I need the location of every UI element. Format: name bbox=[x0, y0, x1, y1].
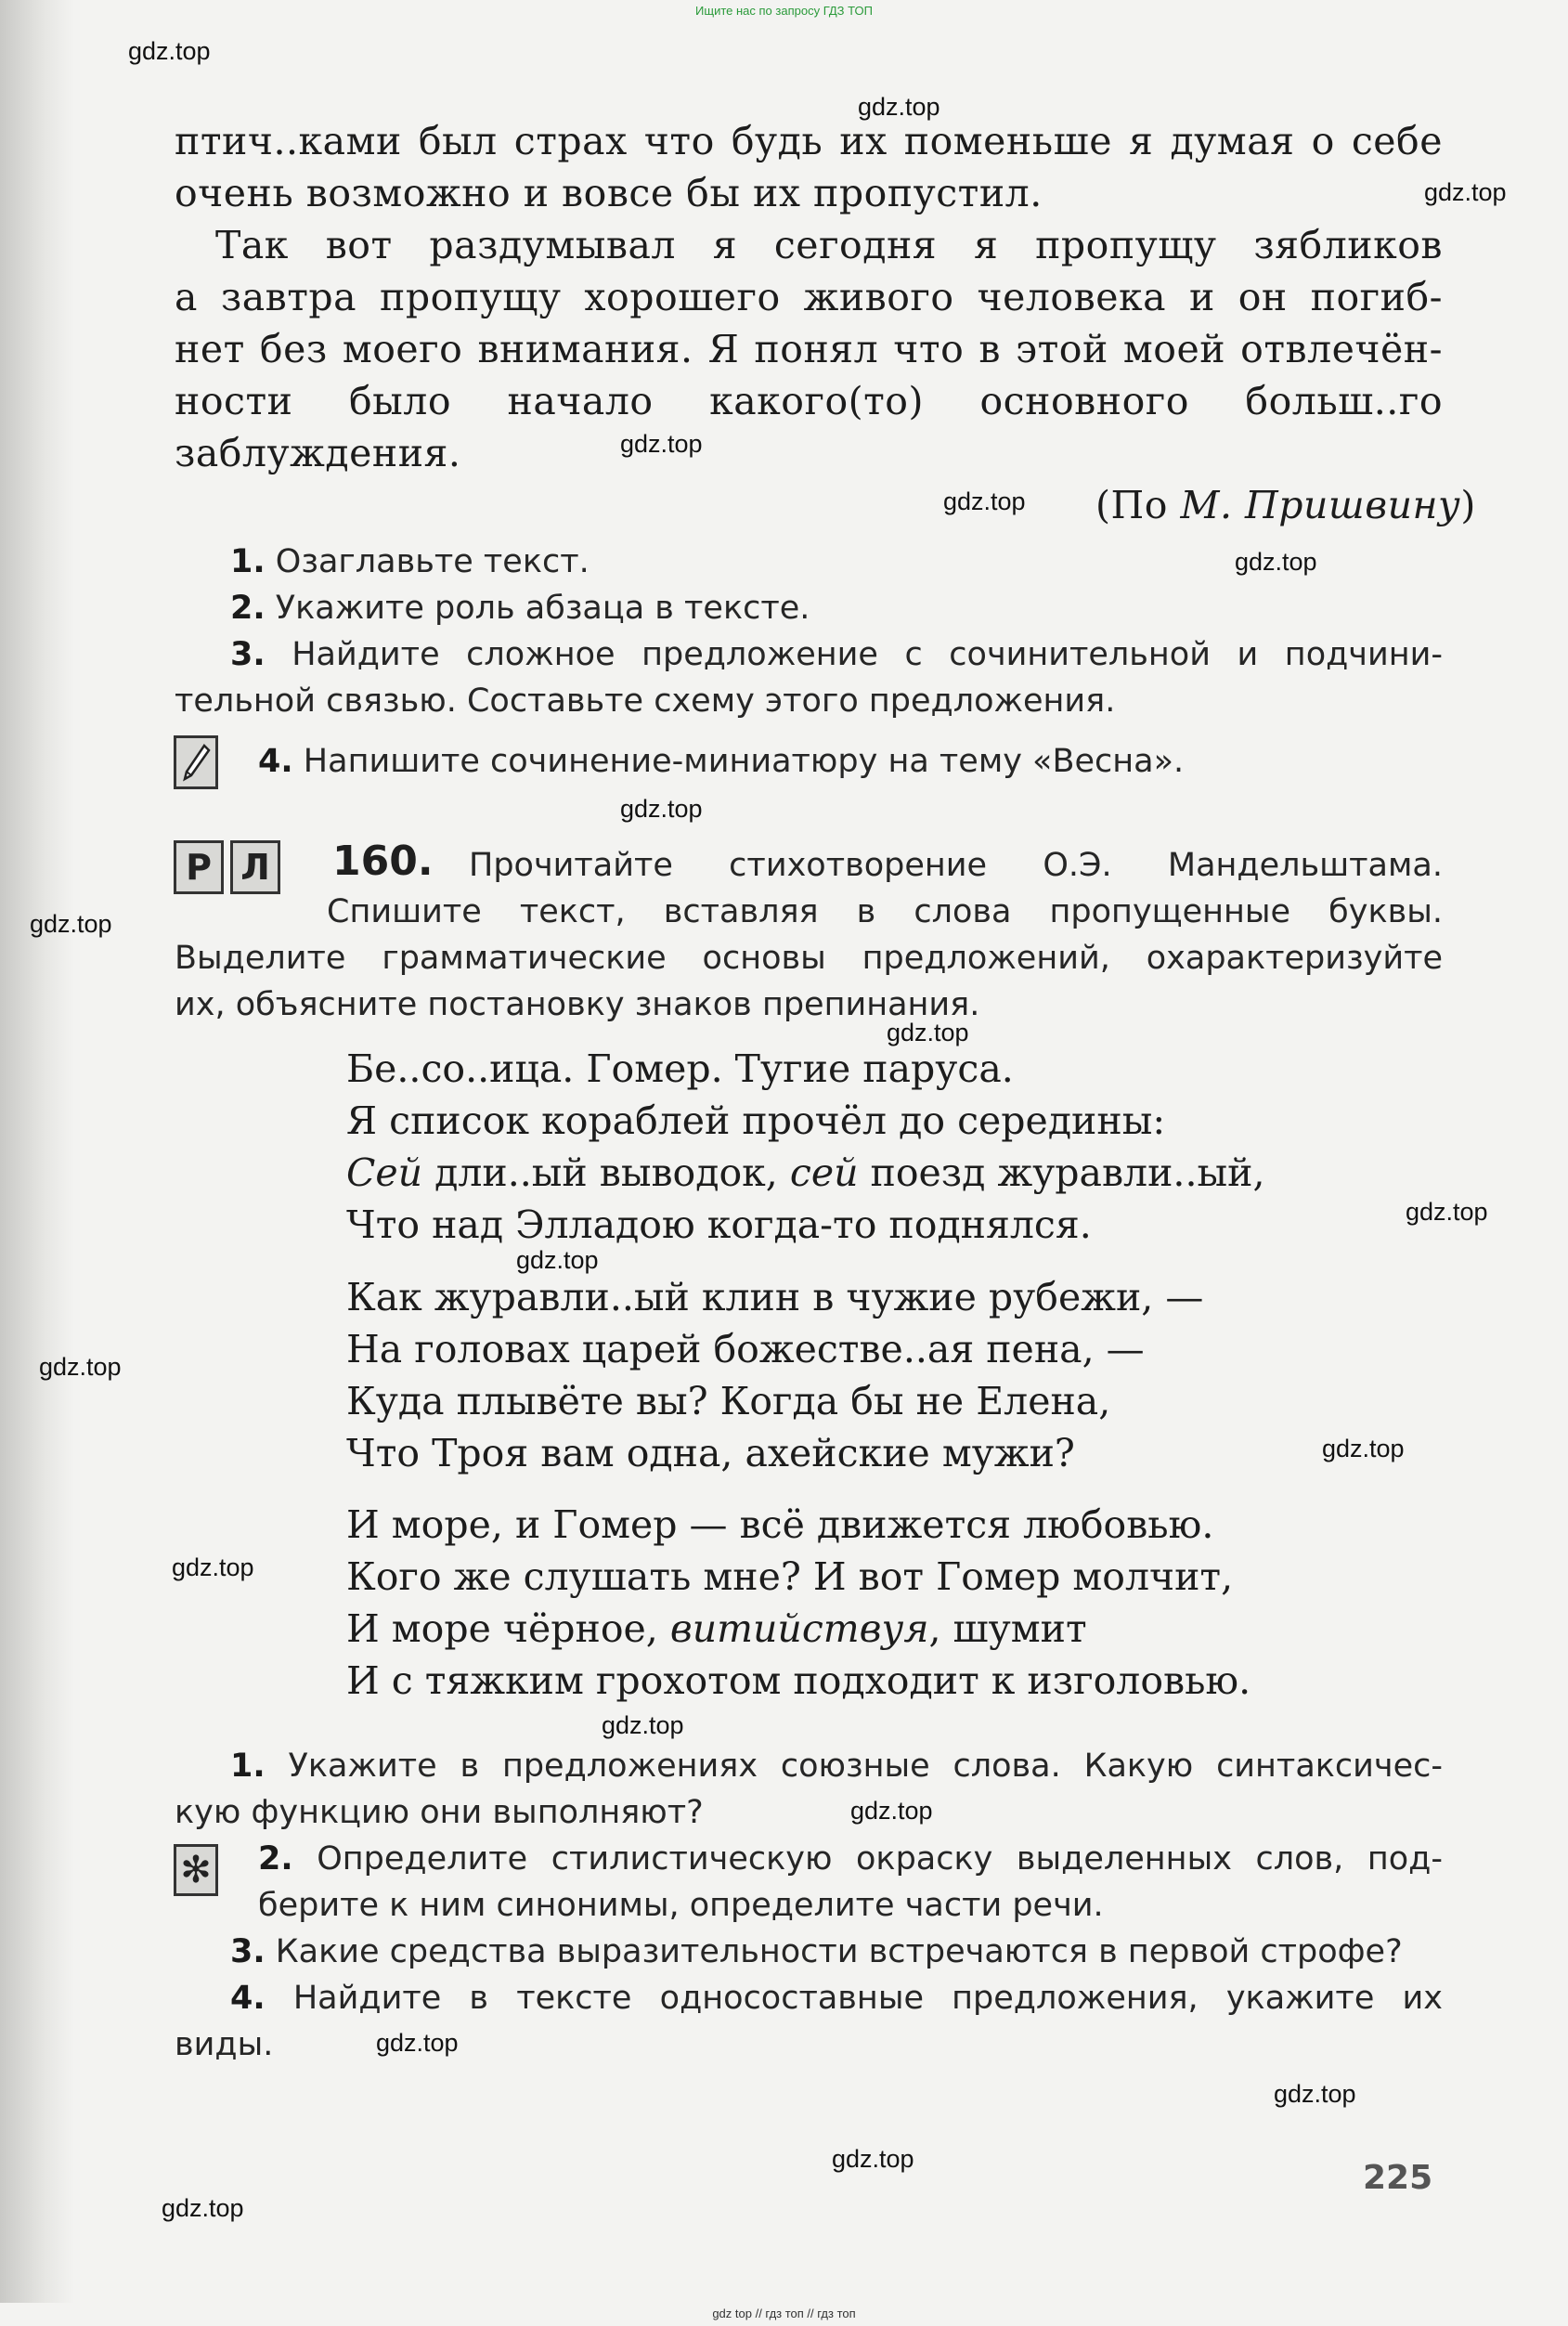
poem-line: И море, и Гомер — всё движется любовью. bbox=[346, 1502, 1214, 1547]
attribution-author: М. Пришвину bbox=[1180, 483, 1461, 527]
watermark: gdz.top bbox=[39, 1353, 122, 1381]
poem-line: И море чёрное, витийствуя, шумит bbox=[346, 1606, 1087, 1651]
task1-3-cont: тельной связью. Составьте схему этого предложения. bbox=[175, 682, 1116, 720]
watermark: gdz.top bbox=[1274, 2080, 1356, 2108]
watermark: gdz.top bbox=[858, 93, 940, 121]
poem-line: Кого же слушать мне? И вот Гомер молчит, bbox=[346, 1554, 1234, 1599]
watermark: gdz.top bbox=[376, 2029, 459, 2057]
watermark: gdz.top bbox=[1424, 178, 1507, 206]
watermark: gdz.top bbox=[620, 430, 703, 458]
watermark: gdz.top bbox=[943, 487, 1026, 515]
speech-icon-r: Р bbox=[174, 840, 224, 894]
watermark: gdz.top bbox=[832, 2145, 914, 2173]
site-note-top: Ищите нас по запросу ГДЗ ТОП bbox=[695, 4, 873, 18]
site-note-bottom: gdz top // гдз топ // гдз топ bbox=[712, 2307, 856, 2320]
prose-line-5: нет без моего внимания. Я понял что в этой моей отвлечён- bbox=[175, 327, 1443, 371]
watermark: gdz.top bbox=[850, 1797, 933, 1825]
watermark: gdz.top bbox=[1322, 1435, 1405, 1462]
watermark: gdz.top bbox=[1235, 548, 1317, 576]
poem-line: Что над Элладою когда-то поднялся. bbox=[346, 1202, 1092, 1247]
prose-line-2: очень возможно и вовсе бы их пропустил. bbox=[175, 171, 1043, 215]
watermark: gdz.top bbox=[30, 910, 112, 938]
exercise-text-1: Прочитайте стихотворение О.Э. Мандельштама. bbox=[469, 847, 1443, 884]
speech-icon-l: Л bbox=[230, 840, 280, 894]
watermark: gdz.top bbox=[1406, 1198, 1488, 1226]
attribution: (По М. Пришвину) bbox=[1095, 483, 1476, 527]
watermark: gdz.top bbox=[172, 1553, 254, 1581]
page-edge-shadow bbox=[0, 0, 74, 2303]
task2-3: 3. Какие средства выразительности встречаются в первой строфе? bbox=[230, 1933, 1403, 1970]
task1-2: 2. Укажите роль абзаца в тексте. bbox=[230, 590, 810, 627]
prose-line-3: Так вот раздумывал я сегодня я пропущу зябликов bbox=[215, 223, 1443, 267]
task2-2-cont: берите к ним синонимы, определите части речи. bbox=[258, 1887, 1104, 1924]
poem-line: Что Троя вам одна, ахейские мужи? bbox=[346, 1431, 1075, 1475]
watermark: gdz.top bbox=[128, 37, 211, 65]
task2-1: 1. Укажите в предложениях союзные слова. Какую синтаксичес- bbox=[230, 1748, 1443, 1785]
pencil-icon bbox=[174, 735, 218, 789]
poem-line: Сей дли..ый выводок, сей поезд журавли..ый, bbox=[346, 1150, 1265, 1195]
poem-line: Как журавли..ый клин в чужие рубежи, — bbox=[346, 1275, 1204, 1319]
poem-line: Я список кораблей прочёл до середины: bbox=[346, 1098, 1166, 1143]
watermark: gdz.top bbox=[162, 2194, 244, 2222]
watermark: gdz.top bbox=[516, 1246, 599, 1274]
task1-1: 1. Озаглавьте текст. bbox=[230, 543, 590, 580]
exercise-text-4: их, объясните постановку знаков препинания. bbox=[175, 986, 980, 1023]
task2-4: 4. Найдите в тексте односоставные предложения, укажите их bbox=[230, 1980, 1443, 2017]
task2-1-cont: кую функцию они выполняют? bbox=[175, 1794, 704, 1831]
prose-line-4: а завтра пропущу хорошего живого человека и он погиб- bbox=[175, 275, 1443, 319]
watermark: gdz.top bbox=[887, 1019, 969, 1046]
task2-4-cont: виды. bbox=[175, 2026, 274, 2063]
poem-line: И с тяжким грохотом подходит к изголовью. bbox=[346, 1658, 1251, 1703]
watermark: gdz.top bbox=[620, 795, 703, 823]
task2-2: 2. Определите стилистическую окраску выделенных слов, под- bbox=[258, 1840, 1443, 1878]
exercise-text-3: Выделите грамматические основы предложений, охарактеризуйте bbox=[175, 940, 1443, 977]
page-number: 225 bbox=[1363, 2159, 1433, 2197]
task1-4: 4. Напишите сочинение-миниатюру на тему «Весна». bbox=[258, 743, 1185, 780]
exercise-number: 160. bbox=[332, 838, 434, 885]
poem-line: Куда плывёте вы? Когда бы не Елена, bbox=[346, 1379, 1111, 1423]
poem-line: На головах царей божестве..ая пена, — bbox=[346, 1327, 1145, 1371]
watermark: gdz.top bbox=[602, 1711, 684, 1739]
prose-line-6: ности было начало какого(то) основного больш..го bbox=[175, 379, 1443, 423]
prose-line-7: заблуждения. bbox=[175, 431, 461, 475]
prose-line-1: птич..ками был страх что будь их поменьше я думая о себе bbox=[175, 119, 1443, 163]
task1-3: 3. Найдите сложное предложение с сочинительной и подчини- bbox=[230, 636, 1443, 673]
exercise-text-2: Спишите текст, вставляя в слова пропущенные буквы. bbox=[327, 893, 1443, 930]
star-icon: ✻ bbox=[174, 1844, 218, 1896]
poem-line: Бе..со..ица. Гомер. Тугие паруса. bbox=[346, 1046, 1014, 1091]
